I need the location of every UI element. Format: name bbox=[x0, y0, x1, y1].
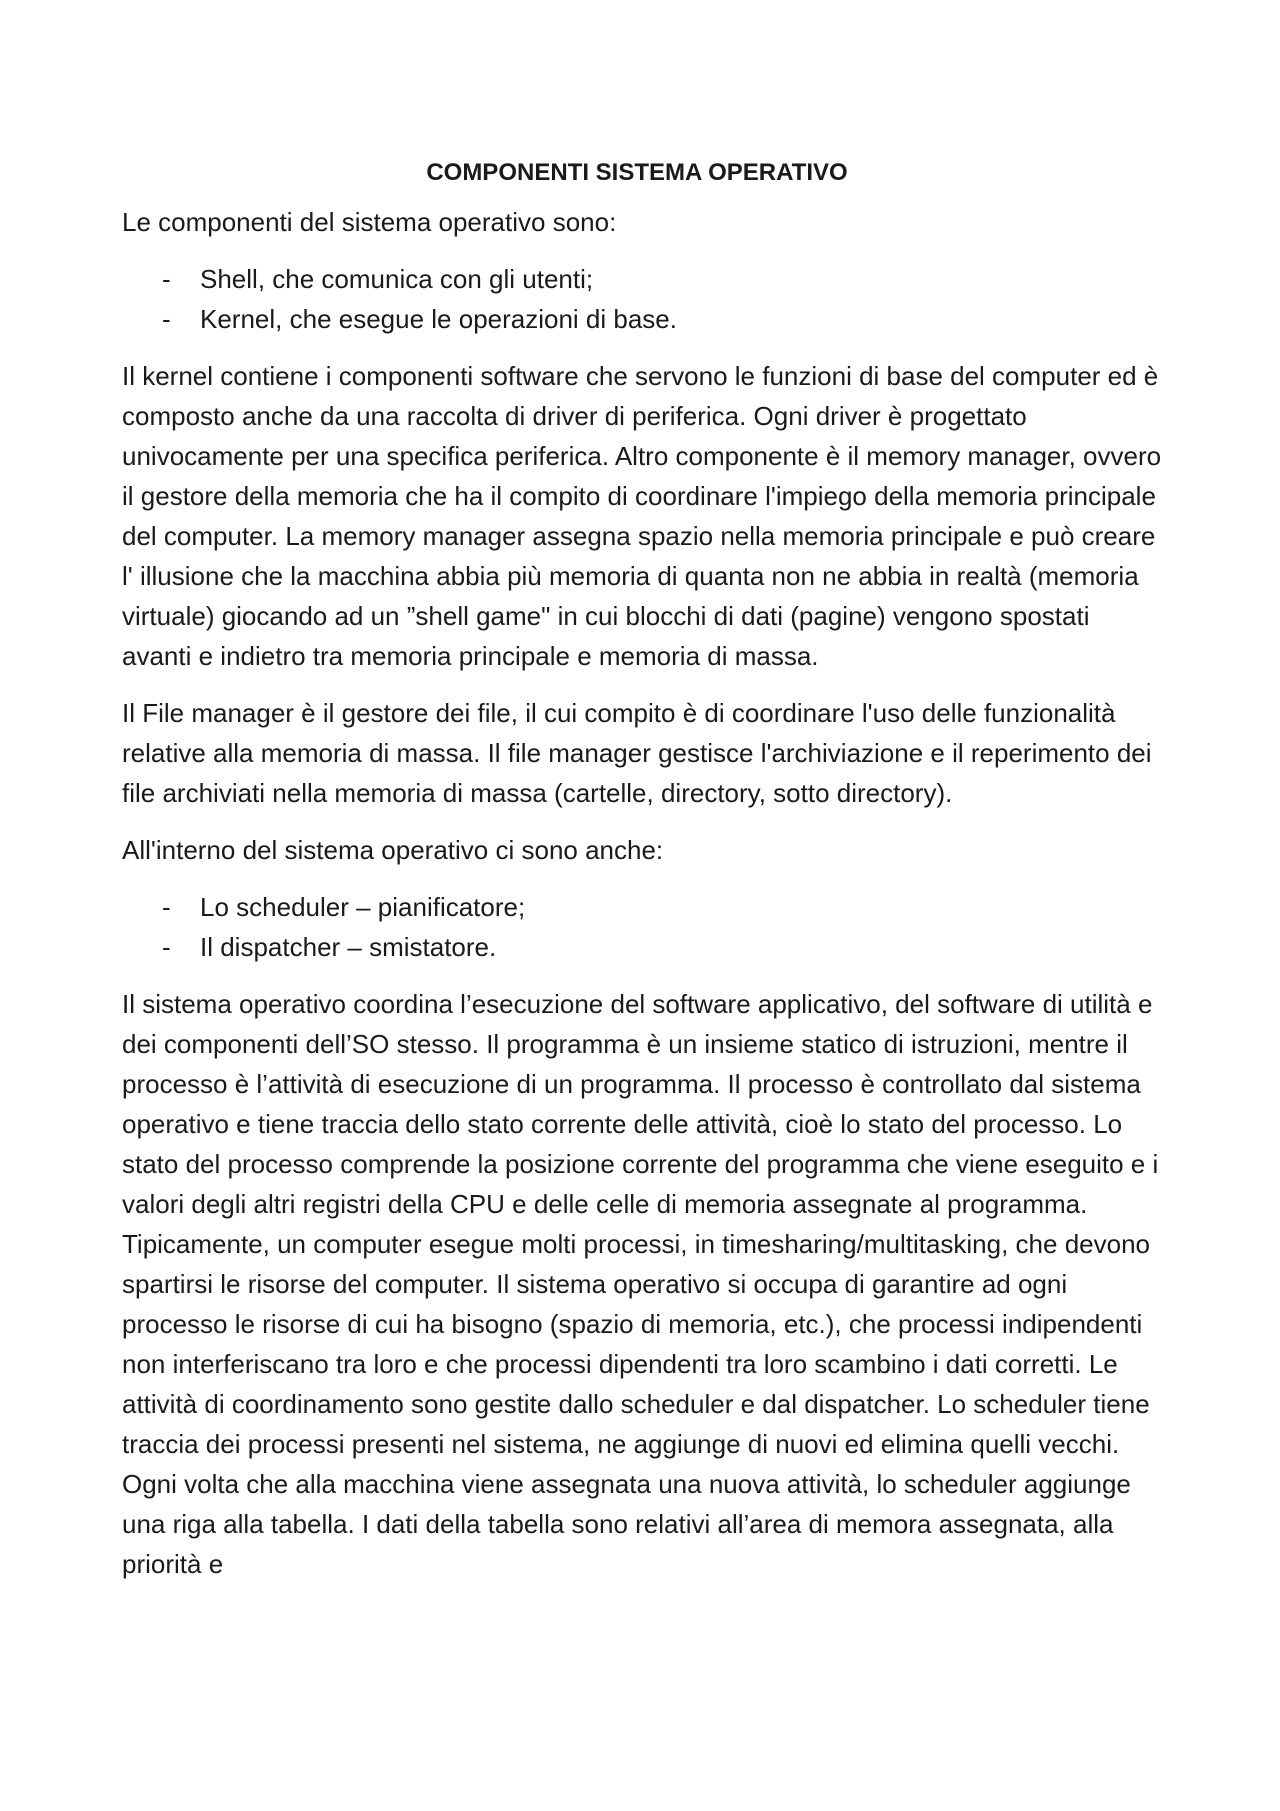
document-page bbox=[122, 156, 1162, 1601]
list-item-text: Il dispatcher – smistatore. bbox=[200, 932, 497, 962]
list-item-text: Shell, che comunica con gli utenti; bbox=[200, 264, 594, 294]
list-item-text: Kernel, che esegue le operazioni di base. bbox=[200, 304, 677, 334]
list-dash: - bbox=[162, 264, 171, 294]
list-dash: - bbox=[162, 892, 171, 922]
document-title: COMPONENTI SISTEMA OPERATIVO bbox=[426, 159, 848, 186]
intro-paragraph: Le componenti del sistema operativo sono: bbox=[122, 207, 617, 237]
list-item bbox=[122, 259, 1162, 299]
scheduler-list bbox=[122, 887, 1162, 967]
kernel-paragraph: Il kernel contiene i componenti software che servono le funzioni di base del computer ed è composto anche da una raccolta di driver di periferica. Ogni driver è progettato univocamente per una specifica periferica. Altro componente è il memory manager, ovvero il gestore della memoria che ha il compito di coordinare l'impiego della memoria principale del computer. La memory manager assegna spazio nella memoria principale e può creare l' illusione che la macchina abbia più memoria di quanta non ne abbia in realtà (memoria virtuale) giocando ad un ”shell game" in cui blocchi di dati (pagine) vengono spostati avanti e indietro tra memoria principale e memoria di massa. bbox=[122, 361, 1162, 671]
list-item bbox=[122, 927, 1162, 967]
process-paragraph: Il sistema operativo coordina l’esecuzione del software applicativo, del software di utilità e dei componenti dell’SO stesso. Il programma è un insieme statico di istruzioni, mentre il processo è l’attività di esecuzione di un programma. Il processo è controllato dal sistema operativo e tiene traccia dello stato corrente delle attività, cioè lo stato del processo. Lo stato del processo comprende la posizione corrente del programma che viene eseguito e i valori degli altri registri della CPU e delle celle di memoria assegnate al programma. Tipicamente, un computer esegue molti processi, in timesharing/multitasking, che devono spartirsi le risorse del computer. Il sistema operativo si occupa di garantire ad ogni processo le risorse di cui ha bisogno (spazio di memoria, etc.), che processi indipendenti non interferiscano tra loro e che processi dipendenti tra loro scambino i dati corretti. Le attività di coordinamento sono gestite dallo scheduler e dal dispatcher. Lo scheduler tiene traccia dei processi presenti nel sistema, ne aggiunge di nuovi ed elimina quelli vecchi. Ogni volta che alla macchina viene assegnata una nuova attività, lo scheduler aggiunge una riga alla tabella. I dati della tabella sono relativi all’area di memora assegnata, alla priorità e bbox=[122, 989, 1159, 1579]
list-dash: - bbox=[162, 932, 171, 962]
components-list bbox=[122, 259, 1162, 339]
list-item-text: Lo scheduler – pianificatore; bbox=[200, 892, 526, 922]
list-dash: - bbox=[162, 304, 171, 334]
list-item bbox=[122, 299, 1162, 339]
file-manager-paragraph: Il File manager è il gestore dei file, il cui compito è di coordinare l'uso delle funzionalità relative alla memoria di massa. Il file manager gestisce l'archiviazione e il reperimento dei file archiviati nella memoria di massa (cartelle, directory, sotto directory). bbox=[122, 698, 1152, 808]
intro2-paragraph: All'interno del sistema operativo ci sono anche: bbox=[122, 835, 664, 865]
list-item bbox=[122, 887, 1162, 927]
